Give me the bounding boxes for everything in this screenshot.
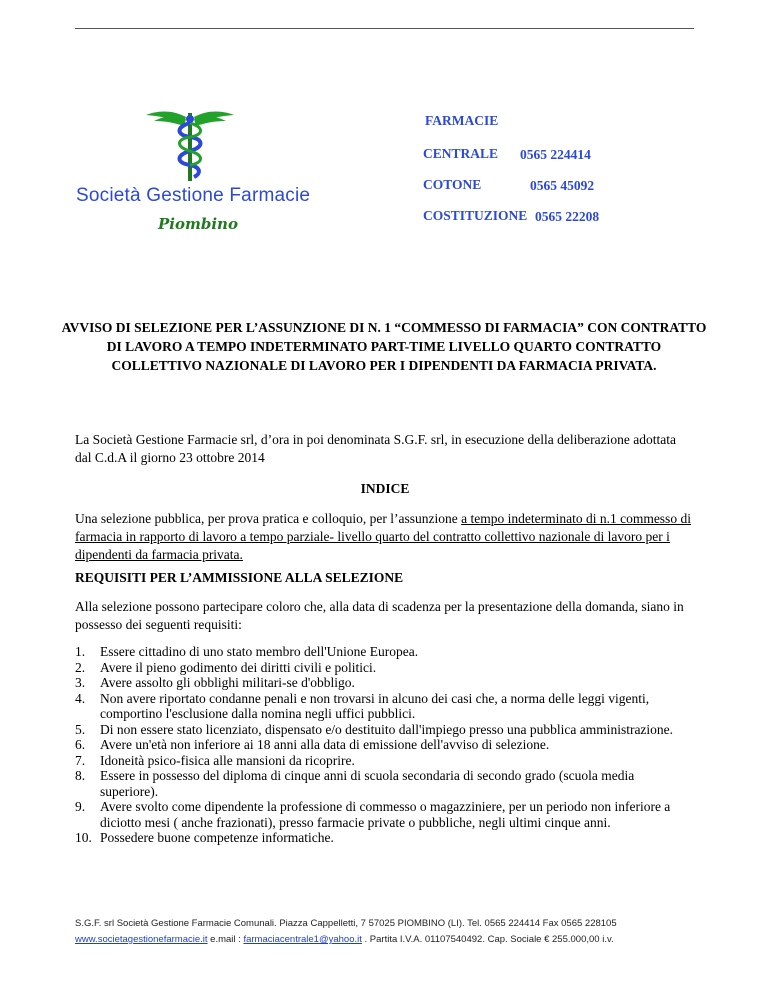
website-link[interactable]: www.societagestionefarmacie.it — [75, 934, 208, 945]
list-item-number: 8. — [75, 768, 86, 783]
list-item-text: Di non essere stato licenziato, dispensato e/o destituito dall'impiego presso una pubblica amministrazione. — [100, 721, 674, 737]
list-item — [75, 722, 695, 738]
list-item-text: Non avere riportato condanne penali e non trovarsi in alcuno dei casi che, a norma delle leggi vigenti, comportino l'esclusione dalla nomina negli uffici pubblici. — [100, 690, 650, 721]
contact-name-cotone: COTONE — [423, 177, 482, 192]
list-item-number: 2. — [75, 659, 86, 675]
contact-phone-cotone: 0565 45092 — [530, 178, 595, 193]
contact-name-costituzione: COSTITUZIONE — [423, 208, 528, 223]
list-item — [75, 737, 695, 753]
intro-paragraph: La Società Gestione Farmacie srl, d’ora in poi denominata S.G.F. srl, in esecuzione della deliberazione adottata dal C.d.A il giorno 23 ottobre 2014 — [75, 432, 676, 465]
list-item — [75, 768, 695, 799]
list-item-text: Avere assolto gli obblighi militari-se d'obbligo. — [100, 675, 355, 690]
page-footer — [75, 916, 715, 948]
company-logo — [76, 105, 311, 235]
selection-underlined-text: a tempo indeterminato di n.1 commesso di farmacia in rapporto di lavoro a tempo parziale- livello quarto del contratto collettivo nazionale di lavoro per i dipendenti da farmacia privata. — [75, 511, 691, 562]
footer-vat: . Partita I.V.A. 01107540492. Cap. Sociale € 255.000,00 i.v. — [361, 934, 614, 945]
list-item — [75, 660, 695, 676]
list-item-number: 10. — [75, 830, 92, 845]
list-item-number: 7. — [75, 752, 86, 768]
list-item — [75, 691, 695, 722]
list-item-number: 1. — [75, 644, 86, 659]
selection-paragraph — [75, 510, 695, 564]
email-label: e.mail : — [207, 934, 244, 945]
list-item-text: Avere il pieno godimento dei diritti civili e politici. — [100, 659, 377, 675]
footer-address: S.G.F. srl Società Gestione Farmacie Comunali. Piazza Cappelletti, 7 57025 PIOMBINO (LI). Tel. 0565 224414 Fax 0565 228105 — [75, 918, 617, 929]
caduceus-icon — [76, 105, 306, 185]
requirements-list — [75, 644, 695, 846]
list-item-text: Idoneità psico-fisica alle mansioni da ricoprire. — [100, 752, 355, 768]
list-item-number: 3. — [75, 675, 86, 690]
contact-phone-centrale: 0565 224414 — [520, 147, 591, 162]
list-item-text: Possedere buone competenze informatiche. — [100, 830, 334, 845]
list-item-text: Avere un'età non inferiore ai 18 anni alla data di emissione dell'avviso di selezione. — [100, 737, 550, 752]
requisiti-intro: Alla selezione possono partecipare coloro che, alla data di scadenza per la presentazione della domanda, siano in possesso dei seguenti requisiti: — [75, 599, 684, 632]
contact-name-centrale: CENTRALE — [423, 146, 499, 161]
list-item-text: Avere svolto come dipendente la professione di commesso o magazziniere, per un periodo non inferiore a diciotto mesi ( anche frazionati), presso farmacie private o pubbliche, negli ultimi cinque anni. — [100, 799, 671, 830]
indice-heading: INDICE — [360, 481, 410, 496]
list-item-number: 4. — [75, 690, 86, 706]
list-item-text: Essere cittadino di uno stato membro dell'Unione Europea. — [100, 644, 419, 659]
list-item — [75, 753, 695, 769]
contacts-header: FARMACIE — [425, 113, 499, 128]
email-link[interactable]: farmaciacentrale1@yahoo.it — [243, 934, 362, 945]
list-item-number: 6. — [75, 737, 86, 752]
contact-phone-costituzione: 0565 22208 — [535, 209, 600, 224]
requisiti-heading: REQUISITI PER L’AMMISSIONE ALLA SELEZIONE — [75, 570, 404, 585]
notice-title: AVVISO DI SELEZIONE PER L’ASSUNZIONE DI N. 1 “COMMESSO DI FARMACIA” CON CONTRATTO DI LAVORO A TEMPO INDETERMINATO PART-TIME LIVELLO QUARTO CONTRATTO COLLETTIVO NAZIONALE DI LAVORO PER I DIPENDENTI DA FARMACIA PRIVATA. — [61, 320, 707, 373]
list-item — [75, 644, 695, 660]
list-item-text: Essere in possesso del diploma di cinque anni di scuola secondaria di secondo grado (scuola media superiore). — [100, 768, 635, 799]
top-rule — [75, 28, 694, 29]
list-item — [75, 799, 695, 830]
list-item — [75, 830, 695, 846]
selection-text: Una selezione pubblica, per prova pratica e colloquio, per l’assunzione — [75, 511, 462, 526]
list-item-number: 9. — [75, 799, 86, 814]
list-item — [75, 675, 695, 691]
logo-company-name: Società Gestione Farmacie — [76, 185, 311, 206]
footer-line-2 — [75, 932, 715, 948]
list-item-number: 5. — [75, 721, 86, 737]
logo-city: Piombino — [158, 215, 238, 233]
